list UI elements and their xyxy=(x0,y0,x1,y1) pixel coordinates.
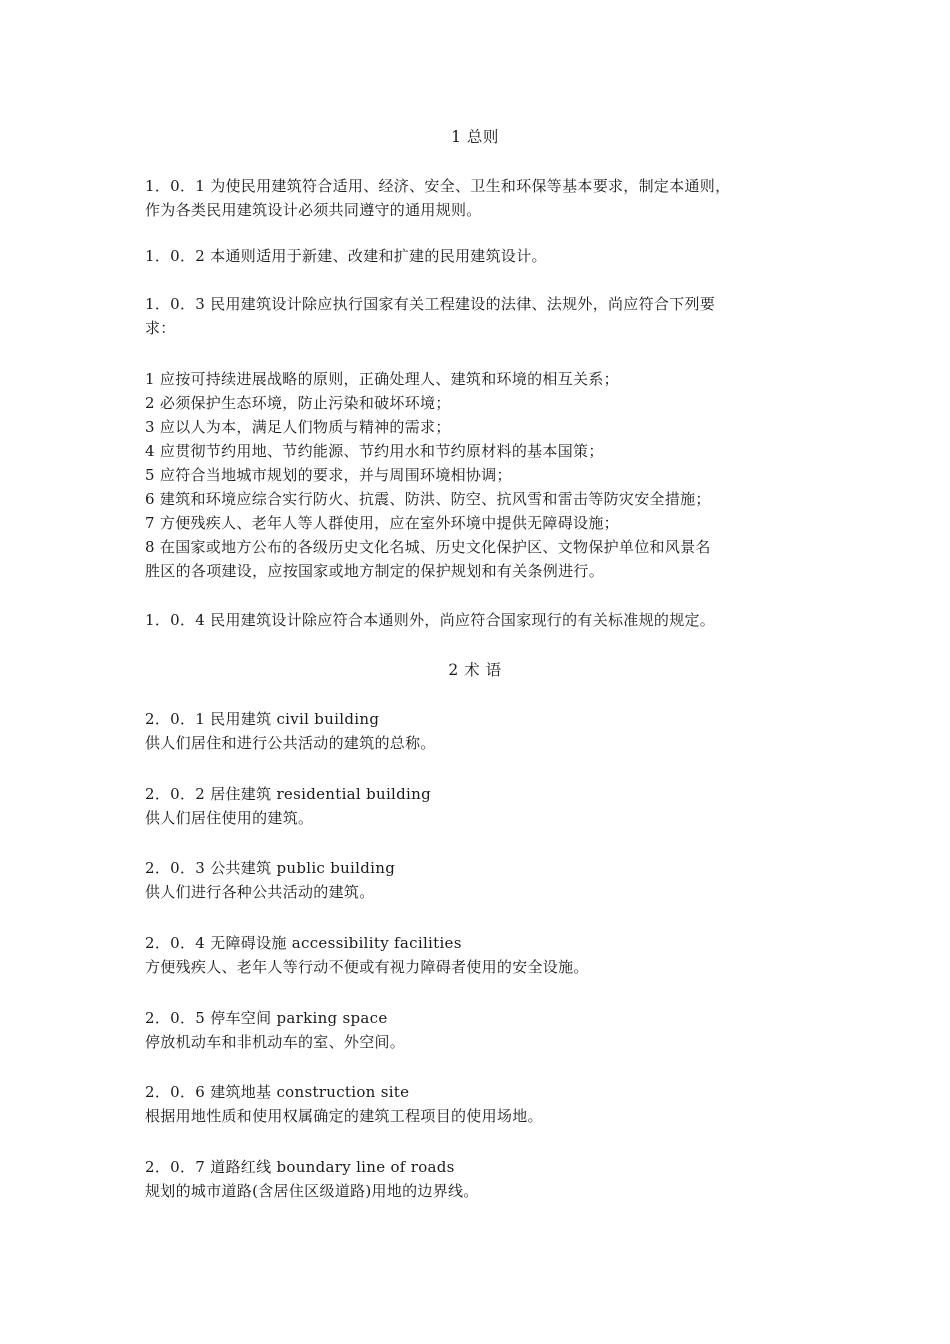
requirement-item-4: 4 应贯彻节约用地、节约能源、节约用水和节约原材料的基本国策； xyxy=(145,442,604,460)
requirement-item-6: 6 建筑和环境应综合实行防火、抗震、防洪、防空、抗风雪和雷击等防灾安全措施； xyxy=(145,490,711,508)
term-2-0-1-definition: 供人们居住和进行公共活动的建筑的总称。 xyxy=(145,734,436,752)
term-2-0-7-definition: 规划的城市道路(含居住区级道路)用地的边界线。 xyxy=(145,1182,479,1200)
clause-1-0-3-line-2: 求： xyxy=(145,319,176,337)
term-2-0-5: 2．0．5 停车空间 parking space xyxy=(145,1009,388,1027)
term-2-0-6: 2．0．6 建筑地基 construction site xyxy=(145,1083,410,1101)
clause-1-0-3-line-1: 1．0．3 民用建筑设计除应执行国家有关工程建设的法律、法规外，尚应符合下列要 xyxy=(145,295,716,313)
term-2-0-2-definition: 供人们居住使用的建筑。 xyxy=(145,809,314,827)
requirement-item-8-line-1: 8 在国家或地方公布的各级历史文化名城、历史文化保护区、文物保护单位和风景名 xyxy=(145,538,711,556)
clause-1-0-4: 1．0．4 民用建筑设计除应符合本通则外，尚应符合国家现行的有关标准规的规定。 xyxy=(145,611,716,629)
requirement-item-8-line-2: 胜区的各项建设，应按国家或地方制定的保护规划和有关条例进行。 xyxy=(145,562,605,580)
requirement-item-5: 5 应符合当地城市规划的要求，并与周围环境相协调； xyxy=(145,466,512,484)
term-2-0-3-definition: 供人们进行各种公共活动的建筑。 xyxy=(145,883,375,901)
term-2-0-6-definition: 根据用地性质和使用权属确定的建筑工程项目的使用场地。 xyxy=(145,1107,543,1125)
term-2-0-1: 2．0．1 民用建筑 civil building xyxy=(145,710,380,728)
term-2-0-3: 2．0．3 公共建筑 public building xyxy=(145,859,396,877)
term-2-0-7: 2．0．7 道路红线 boundary line of roads xyxy=(145,1158,455,1176)
clause-1-0-1-line-2: 作为各类民用建筑设计必须共同遵守的通用规则。 xyxy=(145,201,482,219)
term-2-0-2: 2．0．2 居住建筑 residential building xyxy=(145,785,432,803)
requirement-item-1: 1 应按可持续进展战略的原则，正确处理人、建筑和环境的相互关系； xyxy=(145,370,619,388)
clause-1-0-2: 1．0．2 本通则适用于新建、改建和扩建的民用建筑设计。 xyxy=(145,247,547,265)
clause-1-0-1-line-1: 1．0．1 为使民用建筑符合适用、经济、安全、卫生和环保等基本要求，制定本通则， xyxy=(145,177,731,195)
requirement-item-3: 3 应以人为本，满足人们物质与精神的需求； xyxy=(145,418,451,436)
term-2-0-4-definition: 方便残疾人、老年人等行动不便或有视力障碍者使用的安全设施。 xyxy=(145,958,589,976)
requirement-item-2: 2 必须保护生态环境，防止污染和破坏环境； xyxy=(145,394,451,412)
section-1-title: 1 总则 xyxy=(451,128,499,146)
term-2-0-4: 2．0．4 无障碍设施 accessibility facilities xyxy=(145,934,462,952)
section-2-title: 2 术 语 xyxy=(448,661,502,679)
requirement-item-7: 7 方便残疾人、老年人等人群使用，应在室外环境中提供无障碍设施； xyxy=(145,514,619,532)
term-2-0-5-definition: 停放机动车和非机动车的室、外空间。 xyxy=(145,1033,406,1051)
